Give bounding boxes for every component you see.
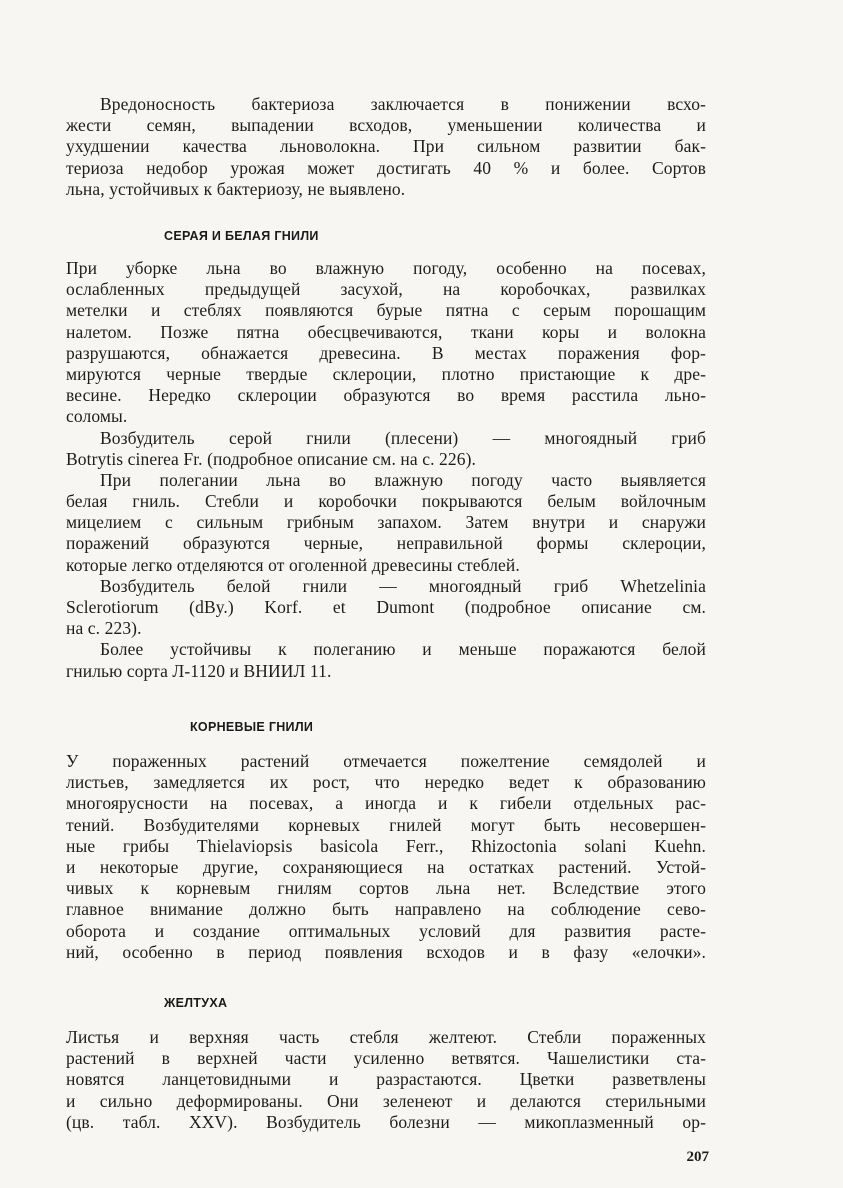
text-line: ослабленных предыдущей засухой, на коробочках, развилках bbox=[66, 279, 706, 300]
text-line: льна, устойчивых к бактериозу, не выявлено. bbox=[66, 178, 406, 199]
text-line: жести семян, выпадении всходов, уменьшении количества и bbox=[66, 115, 706, 136]
text-line: весине. Нередко склероции образуются во время расстила льно- bbox=[66, 385, 706, 406]
text-line: ухудшении качества льноволокна. При сильном развитии бак- bbox=[66, 136, 706, 157]
text-line: белая гниль. Стебли и коробочки покрываются белым войлочным bbox=[66, 491, 706, 512]
text-line: Листья и верхняя часть стебля желтеют. Стебли пораженных bbox=[66, 1027, 706, 1047]
text-line: ные грибы Thielaviopsis basicola Ferr., Rhizoctonia solani Kuehn. bbox=[66, 835, 706, 856]
text-line: гнилью сорта Л-1120 и ВНИИЛ 11. bbox=[66, 660, 332, 681]
paragraph-bacteriosis bbox=[66, 94, 706, 200]
text-line: ний, особенно в период появления всходов и в фазу «елочки». bbox=[66, 941, 706, 962]
text-line: мируются черные твердые склероции, плотно пристающие к дре- bbox=[66, 363, 706, 384]
section-yellows bbox=[66, 1027, 706, 1133]
text-line: Вредоносность бактериоза заключается в понижении всхо- bbox=[100, 94, 706, 114]
text-line: При уборке льна во влажную погоду, особенно на посевах, bbox=[66, 258, 706, 278]
page-number: 207 bbox=[686, 1149, 709, 1165]
text-line: Возбудитель серой гнили (плесени) — многоядный гриб bbox=[100, 427, 706, 448]
text-line: и некоторые другие, сохраняющиеся на остатках растений. Устой- bbox=[66, 856, 706, 877]
text-line: Botrytis cinerea Fr. (подробное описание см. на с. 226). bbox=[66, 448, 476, 469]
text-line: соломы. bbox=[66, 406, 128, 427]
section-root-rot bbox=[66, 751, 706, 963]
text-line: тений. Возбудителями корневых гнилей могут быть несовершен- bbox=[66, 814, 706, 835]
text-line: метелки и стеблях появляются бурые пятна с серым порошащим bbox=[66, 300, 706, 321]
text-line: разрушаются, обнажается древесина. В местах поражения фор- bbox=[66, 342, 706, 363]
text-line: которые легко отделяются от оголенной древесины стеблей. bbox=[66, 554, 520, 575]
text-line: поражений образуются черные, неправильной формы склероции, bbox=[66, 533, 706, 554]
text-line: растений в верхней части усиленно ветвятся. Чашелистики ста- bbox=[66, 1048, 706, 1069]
section-gray-white-rot bbox=[66, 258, 706, 682]
text-line: При полегании льна во влажную погоду часто выявляется bbox=[100, 469, 706, 490]
text-line: мицелием с сильным грибным запахом. Затем внутри и снаружи bbox=[66, 512, 706, 533]
text-line: многоярусности на посевах, а иногда и к гибели отдельных рас- bbox=[66, 793, 706, 814]
text-line: оборота и создание оптимальных условий для развития расте- bbox=[66, 920, 706, 941]
text-line: Возбудитель белой гнили — многоядный гриб Whetzelinia bbox=[100, 575, 706, 596]
text-line: главное внимание должно быть направлено на соблюдение сево- bbox=[66, 899, 706, 920]
section-heading-gray-white-rot: СЕРАЯ И БЕЛАЯ ГНИЛИ bbox=[164, 229, 319, 243]
text-line: териоза недобор урожая может достигать 40 % и более. Сортов bbox=[66, 157, 706, 178]
text-line: чивых к корневым гнилям сортов льна нет. Вследствие этого bbox=[66, 878, 706, 899]
text-line: налетом. Позже пятна обесцвечиваются, ткани коры и волокна bbox=[66, 321, 706, 342]
text-line: Более устойчивы к полеганию и меньше поражаются белой bbox=[100, 639, 706, 660]
text-line: новятся ланцетовидными и разрастаются. Цветки разветвлены bbox=[66, 1069, 706, 1090]
text-line: (цв. табл. XXV). Возбудитель болезни — микоплазменный ор- bbox=[66, 1111, 706, 1132]
text-line: Sclerotiorum (dBy.) Korf. et Dumont (подробное описание см. bbox=[66, 597, 706, 617]
text-line: листьев, замедляется их рост, что нередко ведет к образованию bbox=[66, 772, 706, 793]
section-heading-yellows: ЖЕЛТУХА bbox=[164, 996, 228, 1010]
text-line: У пораженных растений отмечается пожелтение семядолей и bbox=[66, 751, 706, 771]
section-heading-root-rot: КОРНЕВЫЕ ГНИЛИ bbox=[190, 720, 314, 734]
text-line: и сильно деформированы. Они зеленеют и делаются стерильными bbox=[66, 1090, 706, 1111]
text-line: на с. 223). bbox=[66, 618, 142, 639]
